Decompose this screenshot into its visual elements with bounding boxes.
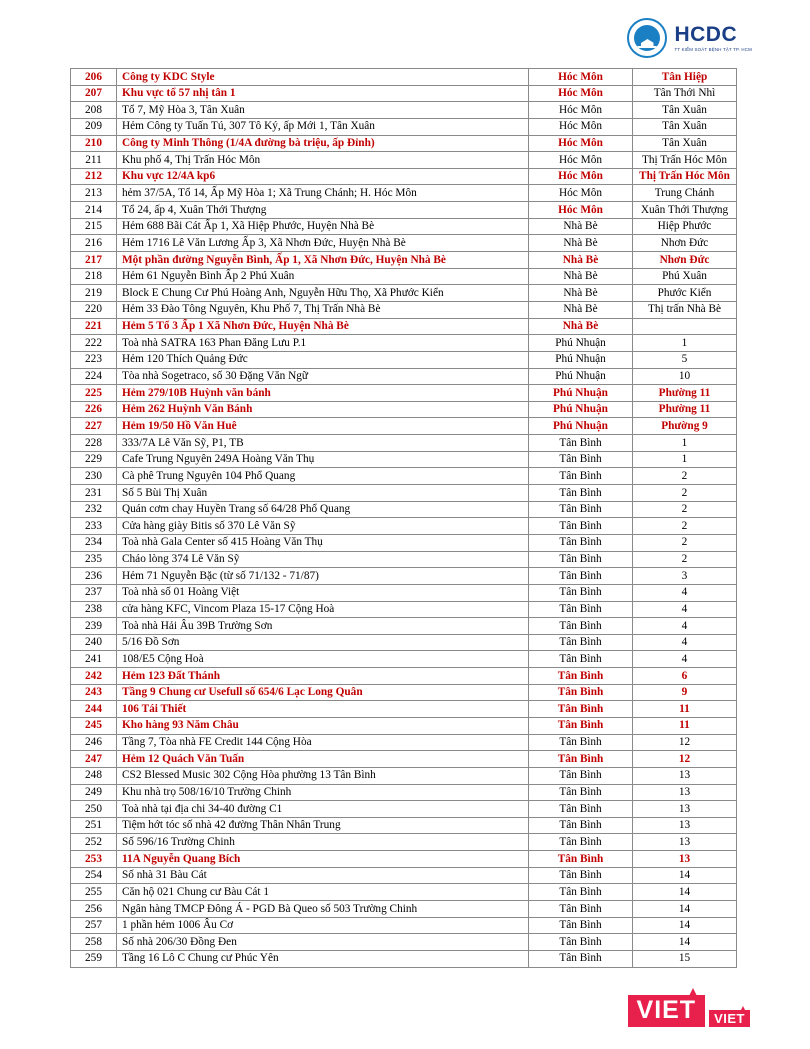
row-address: Hẻm 688 Bãi Cát Ấp 1, Xã Hiệp Phước, Huyện Nhà Bè	[117, 218, 529, 235]
row-ward: 11	[633, 701, 737, 718]
table-row	[71, 734, 737, 751]
table-row	[71, 118, 737, 135]
row-address: Số 596/16 Trường Chinh	[117, 834, 529, 851]
table-row	[71, 418, 737, 435]
row-district: Tân Bình	[529, 618, 633, 635]
table-row	[71, 218, 737, 235]
row-number: 242	[71, 668, 117, 685]
table-row	[71, 268, 737, 285]
row-number: 252	[71, 834, 117, 851]
row-address: Khu vực 12/4A kp6	[117, 168, 529, 185]
row-address: 11A Nguyễn Quang Bích	[117, 851, 529, 868]
table-row	[71, 934, 737, 951]
row-ward: 15	[633, 950, 737, 967]
row-district: Tân Bình	[529, 668, 633, 685]
row-number: 247	[71, 751, 117, 768]
hcdc-logo-subtitle: TT KIỂM SOÁT BỆNH TẬT TP. HCM	[674, 46, 752, 52]
row-ward: Phường 9	[633, 418, 737, 435]
table-row	[71, 301, 737, 318]
row-address: Công ty KDC Style	[117, 69, 529, 86]
row-number: 224	[71, 368, 117, 385]
table-row	[71, 634, 737, 651]
row-district: Tân Bình	[529, 534, 633, 551]
table-row	[71, 501, 737, 518]
row-address: Ngân hàng TMCP Đông Á - PGD Bà Queo số 503 Trường Chinh	[117, 901, 529, 918]
row-address: Số nhà 31 Bàu Cát	[117, 867, 529, 884]
row-number: 214	[71, 202, 117, 219]
row-district: Tân Bình	[529, 584, 633, 601]
row-address: Hẻm 19/50 Hồ Văn Huê	[117, 418, 529, 435]
row-number: 221	[71, 318, 117, 335]
row-address: Hẻm 12 Quách Văn Tuấn	[117, 751, 529, 768]
row-number: 248	[71, 767, 117, 784]
row-address: Công ty Minh Thông (1/4A đường bà triệu, ấp Đỉnh)	[117, 135, 529, 152]
row-number: 258	[71, 934, 117, 951]
row-address: Hẻm 120 Thích Quảng Đức	[117, 351, 529, 368]
row-number: 240	[71, 634, 117, 651]
row-ward: Thị trấn Nhà Bè	[633, 301, 737, 318]
row-address: Hẻm 71 Nguyễn Bặc (từ số 71/132 - 71/87)	[117, 568, 529, 585]
row-number: 223	[71, 351, 117, 368]
row-district: Nhà Bè	[529, 285, 633, 302]
row-district: Tân Bình	[529, 950, 633, 967]
row-address: Hẻm 262 Huỳnh Văn Bánh	[117, 401, 529, 418]
row-address: Toà nhà SATRA 163 Phan Đăng Lưu P.1	[117, 335, 529, 352]
table-row	[71, 368, 737, 385]
table-row	[71, 584, 737, 601]
table-row	[71, 252, 737, 269]
row-ward: 12	[633, 734, 737, 751]
row-ward: Thị Trấn Hóc Môn	[633, 152, 737, 169]
table-row	[71, 202, 737, 219]
row-ward: 14	[633, 884, 737, 901]
row-address: Toà nhà tại địa chi 34-40 đường C1	[117, 801, 529, 818]
row-number: 230	[71, 468, 117, 485]
row-district: Hóc Môn	[529, 152, 633, 169]
row-district: Hóc Môn	[529, 102, 633, 119]
row-number: 210	[71, 135, 117, 152]
row-address: Hẻm 123 Đất Thánh	[117, 668, 529, 685]
locations-table	[70, 68, 737, 968]
row-number: 234	[71, 534, 117, 551]
row-district: Hóc Môn	[529, 202, 633, 219]
row-ward: 2	[633, 501, 737, 518]
table-row	[71, 618, 737, 635]
row-number: 231	[71, 485, 117, 502]
row-district: Tân Bình	[529, 784, 633, 801]
row-address: Hẻm 279/10B Huỳnh văn bánh	[117, 385, 529, 402]
table-row	[71, 485, 737, 502]
row-district: Tân Bình	[529, 767, 633, 784]
table-row	[71, 152, 737, 169]
table-row	[71, 318, 737, 335]
row-ward: 14	[633, 867, 737, 884]
table-row	[71, 867, 737, 884]
row-number: 212	[71, 168, 117, 185]
table-row	[71, 534, 737, 551]
row-number: 217	[71, 252, 117, 269]
row-ward: 6	[633, 668, 737, 685]
row-address: hẻm 37/5A, Tổ 14, Ấp Mỹ Hòa 1; Xã Trung Chánh; H. Hóc Môn	[117, 185, 529, 202]
row-ward: 3	[633, 568, 737, 585]
row-ward: Thị Trấn Hóc Môn	[633, 168, 737, 185]
row-address: Toà nhà Hải Âu 39B Trường Sơn	[117, 618, 529, 635]
row-ward: 13	[633, 784, 737, 801]
row-number: 209	[71, 118, 117, 135]
row-number: 257	[71, 917, 117, 934]
row-district: Phú Nhuận	[529, 368, 633, 385]
locations-table-container	[70, 68, 736, 968]
row-ward: 13	[633, 801, 737, 818]
row-number: 235	[71, 551, 117, 568]
row-address: 5/16 Đồ Sơn	[117, 634, 529, 651]
row-address: cửa hàng KFC, Vincom Plaza 15-17 Cộng Hoà	[117, 601, 529, 618]
row-address: Khu vực tổ 57 nhị tân 1	[117, 85, 529, 102]
row-number: 216	[71, 235, 117, 252]
row-address: Khu phố 4, Thị Trấn Hóc Môn	[117, 152, 529, 169]
row-ward: 4	[633, 601, 737, 618]
table-row	[71, 901, 737, 918]
row-address: Hẻm 1716 Lê Văn Lương Ấp 3, Xã Nhơn Đức, Huyện Nhà Bè	[117, 235, 529, 252]
table-row	[71, 69, 737, 86]
row-number: 218	[71, 268, 117, 285]
row-address: Căn hộ 021 Chung cư Bàu Cát 1	[117, 884, 529, 901]
row-number: 254	[71, 867, 117, 884]
row-address: Quán cơm chay Huyền Trang số 64/28 Phổ Quang	[117, 501, 529, 518]
table-row	[71, 135, 737, 152]
row-ward: 2	[633, 518, 737, 535]
row-district: Tân Bình	[529, 701, 633, 718]
row-ward: Trung Chánh	[633, 185, 737, 202]
row-district: Nhà Bè	[529, 252, 633, 269]
table-row	[71, 851, 737, 868]
row-number: 251	[71, 817, 117, 834]
locations-table-body	[71, 69, 737, 968]
table-row	[71, 568, 737, 585]
row-ward: 4	[633, 651, 737, 668]
row-district: Tân Bình	[529, 551, 633, 568]
row-address: Tổ 24, ấp 4, Xuân Thới Thượng	[117, 202, 529, 219]
row-number: 225	[71, 385, 117, 402]
row-ward: 4	[633, 634, 737, 651]
row-number: 226	[71, 401, 117, 418]
row-number: 250	[71, 801, 117, 818]
table-row	[71, 684, 737, 701]
row-number: 237	[71, 584, 117, 601]
viet-logo-secondary: VIET	[709, 1010, 750, 1027]
row-address: Cafe Trung Nguyên 249A Hoàng Văn Thụ	[117, 451, 529, 468]
row-ward: Xuân Thới Thượng	[633, 202, 737, 219]
row-district: Hóc Môn	[529, 168, 633, 185]
row-ward: 2	[633, 485, 737, 502]
table-row	[71, 518, 737, 535]
row-ward: Tân Hiệp	[633, 69, 737, 86]
row-number: 215	[71, 218, 117, 235]
row-district: Nhà Bè	[529, 218, 633, 235]
table-row	[71, 401, 737, 418]
row-address: Kho hàng 93 Năm Châu	[117, 717, 529, 734]
row-number: 245	[71, 717, 117, 734]
row-ward: 1	[633, 451, 737, 468]
row-ward: Phước Kiển	[633, 285, 737, 302]
row-district: Nhà Bè	[529, 268, 633, 285]
row-district: Hóc Môn	[529, 69, 633, 86]
row-ward: 14	[633, 901, 737, 918]
row-address: Số 5 Bùi Thị Xuân	[117, 485, 529, 502]
row-district: Tân Bình	[529, 651, 633, 668]
row-address: Hẻm 33 Đào Tông Nguyên, Khu Phố 7, Thị Trấn Nhà Bè	[117, 301, 529, 318]
table-row	[71, 701, 737, 718]
row-district: Tân Bình	[529, 884, 633, 901]
row-number: 213	[71, 185, 117, 202]
hcdc-logo-text	[674, 24, 752, 52]
table-row	[71, 351, 737, 368]
row-ward: 10	[633, 368, 737, 385]
row-address: Tầng 16 Lô C Chung cư Phúc Yên	[117, 950, 529, 967]
table-row	[71, 468, 737, 485]
row-address: 106 Tái Thiết	[117, 701, 529, 718]
row-district: Tân Bình	[529, 717, 633, 734]
row-ward: 1	[633, 435, 737, 452]
row-number: 233	[71, 518, 117, 535]
row-number: 244	[71, 701, 117, 718]
row-address: Hẻm 61 Nguyễn Bình Ấp 2 Phú Xuân	[117, 268, 529, 285]
row-ward: Tân Xuân	[633, 135, 737, 152]
row-address: Tầng 7, Tòa nhà FE Credit 144 Cộng Hòa	[117, 734, 529, 751]
row-number: 249	[71, 784, 117, 801]
row-ward: 13	[633, 851, 737, 868]
row-ward: Nhơn Đức	[633, 252, 737, 269]
row-address: Tòa nhà Sogetraco, số 30 Đặng Văn Ngữ	[117, 368, 529, 385]
row-number: 238	[71, 601, 117, 618]
viet-logo-primary: VIET	[628, 995, 706, 1027]
row-district: Tân Bình	[529, 851, 633, 868]
table-row	[71, 767, 737, 784]
row-ward: 11	[633, 717, 737, 734]
table-row	[71, 335, 737, 352]
row-number: 229	[71, 451, 117, 468]
hcdc-logo-name: HCDC	[674, 22, 738, 46]
row-ward: 2	[633, 468, 737, 485]
row-address: Hẻm Công ty Tuấn Tú, 307 Tô Ký, ấp Mới 1, Tân Xuân	[117, 118, 529, 135]
row-district: Hóc Môn	[529, 185, 633, 202]
row-district: Hóc Môn	[529, 118, 633, 135]
row-district: Phú Nhuận	[529, 351, 633, 368]
row-address: Tầng 9 Chung cư Usefull số 654/6 Lạc Long Quân	[117, 684, 529, 701]
row-district: Tân Bình	[529, 801, 633, 818]
row-address: Tổ 7, Mỹ Hòa 3, Tân Xuân	[117, 102, 529, 119]
table-row	[71, 285, 737, 302]
row-number: 228	[71, 435, 117, 452]
row-number: 232	[71, 501, 117, 518]
row-address: Một phần đường Nguyễn Bình, Ấp 1, Xã Nhơn Đức, Huyện Nhà Bè	[117, 252, 529, 269]
row-ward: 14	[633, 934, 737, 951]
row-ward: 13	[633, 834, 737, 851]
row-ward: 4	[633, 618, 737, 635]
row-district: Tân Bình	[529, 917, 633, 934]
table-row	[71, 102, 737, 119]
row-district: Nhà Bè	[529, 301, 633, 318]
row-district: Tân Bình	[529, 634, 633, 651]
row-number: 241	[71, 651, 117, 668]
row-district: Nhà Bè	[529, 235, 633, 252]
row-district: Tân Bình	[529, 568, 633, 585]
row-number: 243	[71, 684, 117, 701]
table-row	[71, 801, 737, 818]
row-number: 211	[71, 152, 117, 169]
row-number: 239	[71, 618, 117, 635]
row-district: Phú Nhuận	[529, 335, 633, 352]
row-district: Tân Bình	[529, 435, 633, 452]
table-row	[71, 435, 737, 452]
table-row	[71, 784, 737, 801]
row-ward: 13	[633, 767, 737, 784]
row-ward: Nhơn Đức	[633, 235, 737, 252]
row-address: Cà phê Trung Nguyên 104 Phổ Quang	[117, 468, 529, 485]
row-district: Tân Bình	[529, 834, 633, 851]
row-address: 1 phần hẻm 1006 Âu Cơ	[117, 917, 529, 934]
row-number: 259	[71, 950, 117, 967]
row-ward: 14	[633, 917, 737, 934]
row-district: Tân Bình	[529, 485, 633, 502]
row-district: Phú Nhuận	[529, 418, 633, 435]
table-row	[71, 950, 737, 967]
row-district: Tân Bình	[529, 867, 633, 884]
row-ward: 2	[633, 534, 737, 551]
row-address: Cửa hàng giày Bitis số 370 Lê Văn Sỹ	[117, 518, 529, 535]
row-address: Toà nhà Gala Center số 415 Hoàng Văn Thụ	[117, 534, 529, 551]
row-district: Tân Bình	[529, 901, 633, 918]
row-district: Tân Bình	[529, 934, 633, 951]
table-row	[71, 235, 737, 252]
table-row	[71, 651, 737, 668]
table-row	[71, 168, 737, 185]
row-number: 236	[71, 568, 117, 585]
row-ward: 2	[633, 551, 737, 568]
row-number: 256	[71, 901, 117, 918]
row-district: Tân Bình	[529, 817, 633, 834]
table-row	[71, 717, 737, 734]
row-district: Tân Bình	[529, 601, 633, 618]
row-district: Phú Nhuận	[529, 385, 633, 402]
row-number: 219	[71, 285, 117, 302]
row-ward: 1	[633, 335, 737, 352]
table-row	[71, 884, 737, 901]
row-address: Cháo lòng 374 Lê Văn Sỹ	[117, 551, 529, 568]
row-number: 206	[71, 69, 117, 86]
row-address: Hẻm 5 Tổ 3 Ấp 1 Xã Nhơn Đức, Huyện Nhà Bè	[117, 318, 529, 335]
row-ward	[633, 318, 737, 335]
row-district: Tân Bình	[529, 684, 633, 701]
row-district: Hóc Môn	[529, 135, 633, 152]
table-row	[71, 917, 737, 934]
row-address: 333/7A Lê Văn Sỹ, P1, TB	[117, 435, 529, 452]
table-row	[71, 185, 737, 202]
row-district: Hóc Môn	[529, 85, 633, 102]
row-number: 222	[71, 335, 117, 352]
row-address: Block E Chung Cư Phú Hoàng Anh, Nguyễn Hữu Thọ, Xã Phước Kiển	[117, 285, 529, 302]
table-row	[71, 601, 737, 618]
table-row	[71, 668, 737, 685]
row-ward: Tân Xuân	[633, 118, 737, 135]
row-ward: 4	[633, 584, 737, 601]
row-district: Tân Bình	[529, 468, 633, 485]
table-row	[71, 751, 737, 768]
table-row	[71, 451, 737, 468]
row-number: 253	[71, 851, 117, 868]
row-district: Tân Bình	[529, 451, 633, 468]
row-district: Tân Bình	[529, 751, 633, 768]
row-address: CS2 Blessed Music 302 Cộng Hòa phường 13 Tân Bình	[117, 767, 529, 784]
row-address: Số nhà 206/30 Đồng Đen	[117, 934, 529, 951]
row-ward: 12	[633, 751, 737, 768]
table-row	[71, 834, 737, 851]
row-address: Toà nhà số 01 Hoàng Việt	[117, 584, 529, 601]
row-ward: Tân Thới Nhì	[633, 85, 737, 102]
table-row	[71, 817, 737, 834]
table-row	[71, 85, 737, 102]
hcdc-logo-icon	[627, 18, 667, 58]
row-number: 220	[71, 301, 117, 318]
viet-footer-logo	[628, 995, 750, 1027]
row-address: Khu nhà trọ 508/16/10 Trường Chinh	[117, 784, 529, 801]
row-ward: 5	[633, 351, 737, 368]
row-ward: Hiệp Phước	[633, 218, 737, 235]
table-row	[71, 551, 737, 568]
row-ward: Phú Xuân	[633, 268, 737, 285]
row-ward: Tân Xuân	[633, 102, 737, 119]
row-ward: Phường 11	[633, 401, 737, 418]
row-ward: Phường 11	[633, 385, 737, 402]
table-row	[71, 385, 737, 402]
row-address: 108/E5 Cộng Hoà	[117, 651, 529, 668]
row-number: 246	[71, 734, 117, 751]
row-number: 207	[71, 85, 117, 102]
row-number: 208	[71, 102, 117, 119]
hcdc-logo	[627, 18, 752, 58]
row-number: 255	[71, 884, 117, 901]
row-district: Nhà Bè	[529, 318, 633, 335]
row-district: Tân Bình	[529, 734, 633, 751]
row-ward: 13	[633, 817, 737, 834]
row-number: 227	[71, 418, 117, 435]
row-ward: 9	[633, 684, 737, 701]
row-district: Phú Nhuận	[529, 401, 633, 418]
row-district: Tân Bình	[529, 518, 633, 535]
row-address: Tiệm hớt tóc số nhà 42 đường Thân Nhân Trung	[117, 817, 529, 834]
row-district: Tân Bình	[529, 501, 633, 518]
